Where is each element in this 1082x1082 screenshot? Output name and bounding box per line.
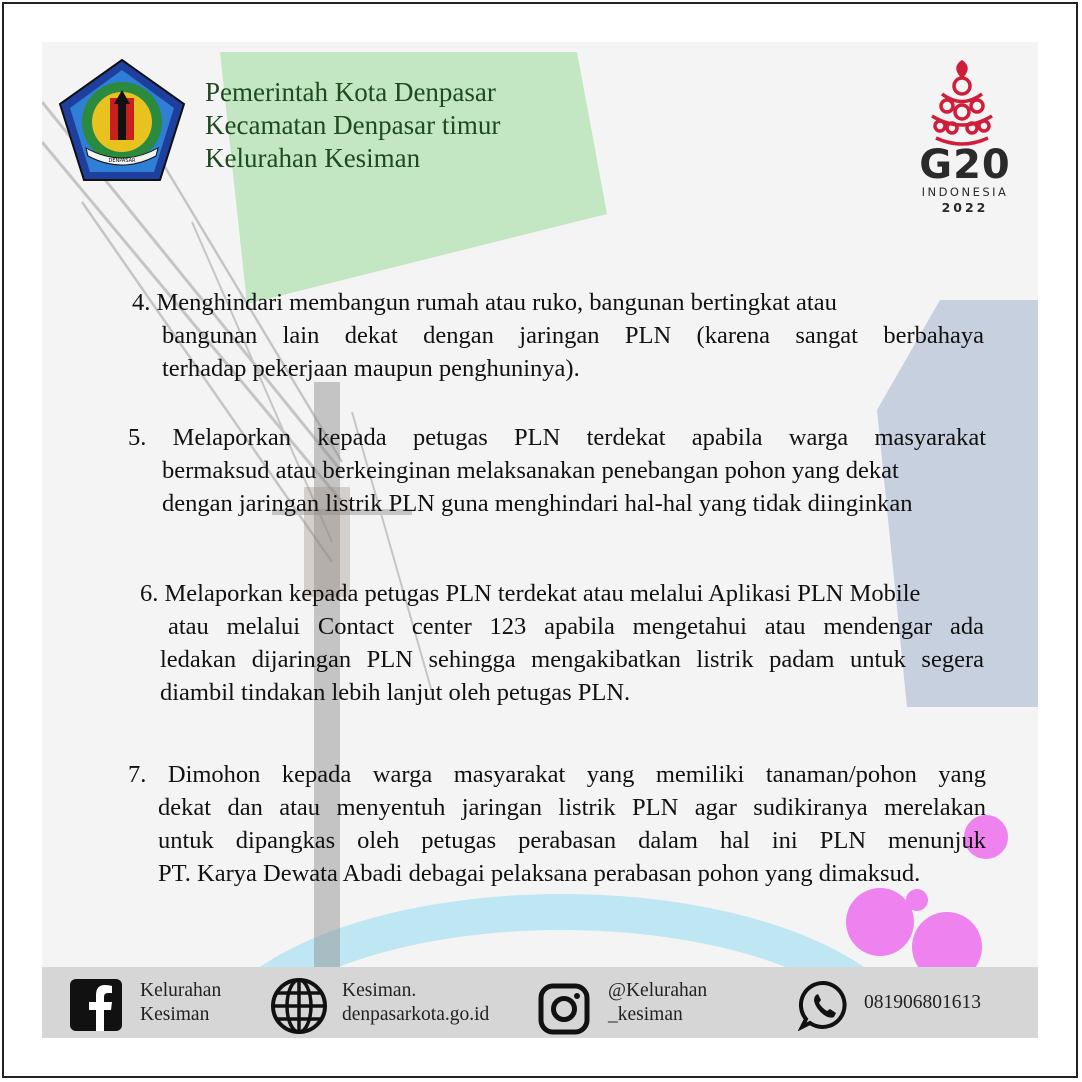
item-line: Dimohon kepada warga masyarakat yang memiliki tanaman/pohon yang [167, 761, 986, 788]
g20-mark: G20 [919, 142, 1011, 188]
logo-caption: DENPASAR [108, 158, 136, 164]
item-line: ledakan dijaringan PLN sehingga mengakibatkan listrik padam untuk segera [160, 646, 984, 673]
whatsapp-number[interactable]: 081906801613 [864, 992, 981, 1013]
contact-footer [42, 967, 1038, 1038]
item-line: Melaporkan kepada petugas PLN terdekat atau melalui Aplikasi PLN Mobile [164, 580, 921, 607]
header-line-city: Pemerintah Kota Denpasar [205, 77, 496, 107]
website-line2: denpasarkota.go.id [342, 1004, 490, 1025]
item-line: dengan jaringan listrik PLN guna menghindari hal-hal yang tidak diinginkan [162, 490, 913, 517]
item-number: 7. [128, 761, 147, 788]
item-line: untuk dipangkas oleh petugas perabasan dalam hal ini PLN menunjuk [158, 827, 986, 854]
facebook-link[interactable] [140, 979, 221, 1027]
poster-panel [42, 42, 1038, 1038]
header-text [205, 76, 500, 175]
item-line: bangunan lain dekat dengan jaringan PLN (karena sangat berbahaya [162, 322, 984, 349]
item-line: terhadap pekerjaan maupun penghuninya). [162, 355, 580, 382]
g20-year: 2022 [941, 200, 989, 215]
facebook-icon[interactable] [68, 977, 124, 1033]
list-item-7 [128, 758, 986, 890]
list-item-4 [132, 286, 984, 385]
instagram-line2: _kesiman [608, 1004, 683, 1025]
globe-icon[interactable] [270, 977, 328, 1035]
item-line: Menghindari membangun rumah atau ruko, bangunan bertingkat atau [156, 289, 837, 316]
item-number: 4. [132, 289, 151, 316]
g20-country: INDONESIA [921, 185, 1009, 199]
instagram-link[interactable] [608, 979, 707, 1027]
website-line1: Kesiman. [342, 980, 417, 1001]
item-line: dekat dan atau menyentuh jaringan listrik PLN agar sudikiranya merelakan [158, 794, 986, 821]
list-item-5 [128, 421, 986, 520]
item-line: atau melalui Contact center 123 apabila mengetahui atau mendengar ada [168, 613, 984, 640]
item-line: bermaksud atau berkeinginan melaksanakan penebangan pohon yang dekat [162, 457, 899, 484]
facebook-line2: Kesiman [140, 1004, 210, 1025]
item-line: PT. Karya Dewata Abadi debagai pelaksana perabasan pohon yang dimaksud. [158, 860, 921, 887]
instagram-icon[interactable] [538, 983, 590, 1035]
facebook-line1: Kelurahan [140, 980, 222, 1001]
header-line-district: Kecamatan Denpasar timur [205, 110, 501, 140]
item-line: diambil tindakan lebih lanjut oleh petugas PLN. [160, 679, 631, 706]
list-item-6 [140, 577, 984, 709]
instagram-line1: @Kelurahan [608, 980, 708, 1001]
header-line-village: Kelurahan Kesiman [205, 143, 421, 173]
whatsapp-icon[interactable] [798, 979, 850, 1031]
item-number: 6. [140, 580, 159, 607]
website-link[interactable] [342, 979, 489, 1027]
item-line: Melaporkan kepada petugas PLN terdekat apabila warga masyarakat [172, 424, 987, 451]
item-number: 5. [128, 424, 147, 451]
denpasar-logo [56, 56, 188, 188]
